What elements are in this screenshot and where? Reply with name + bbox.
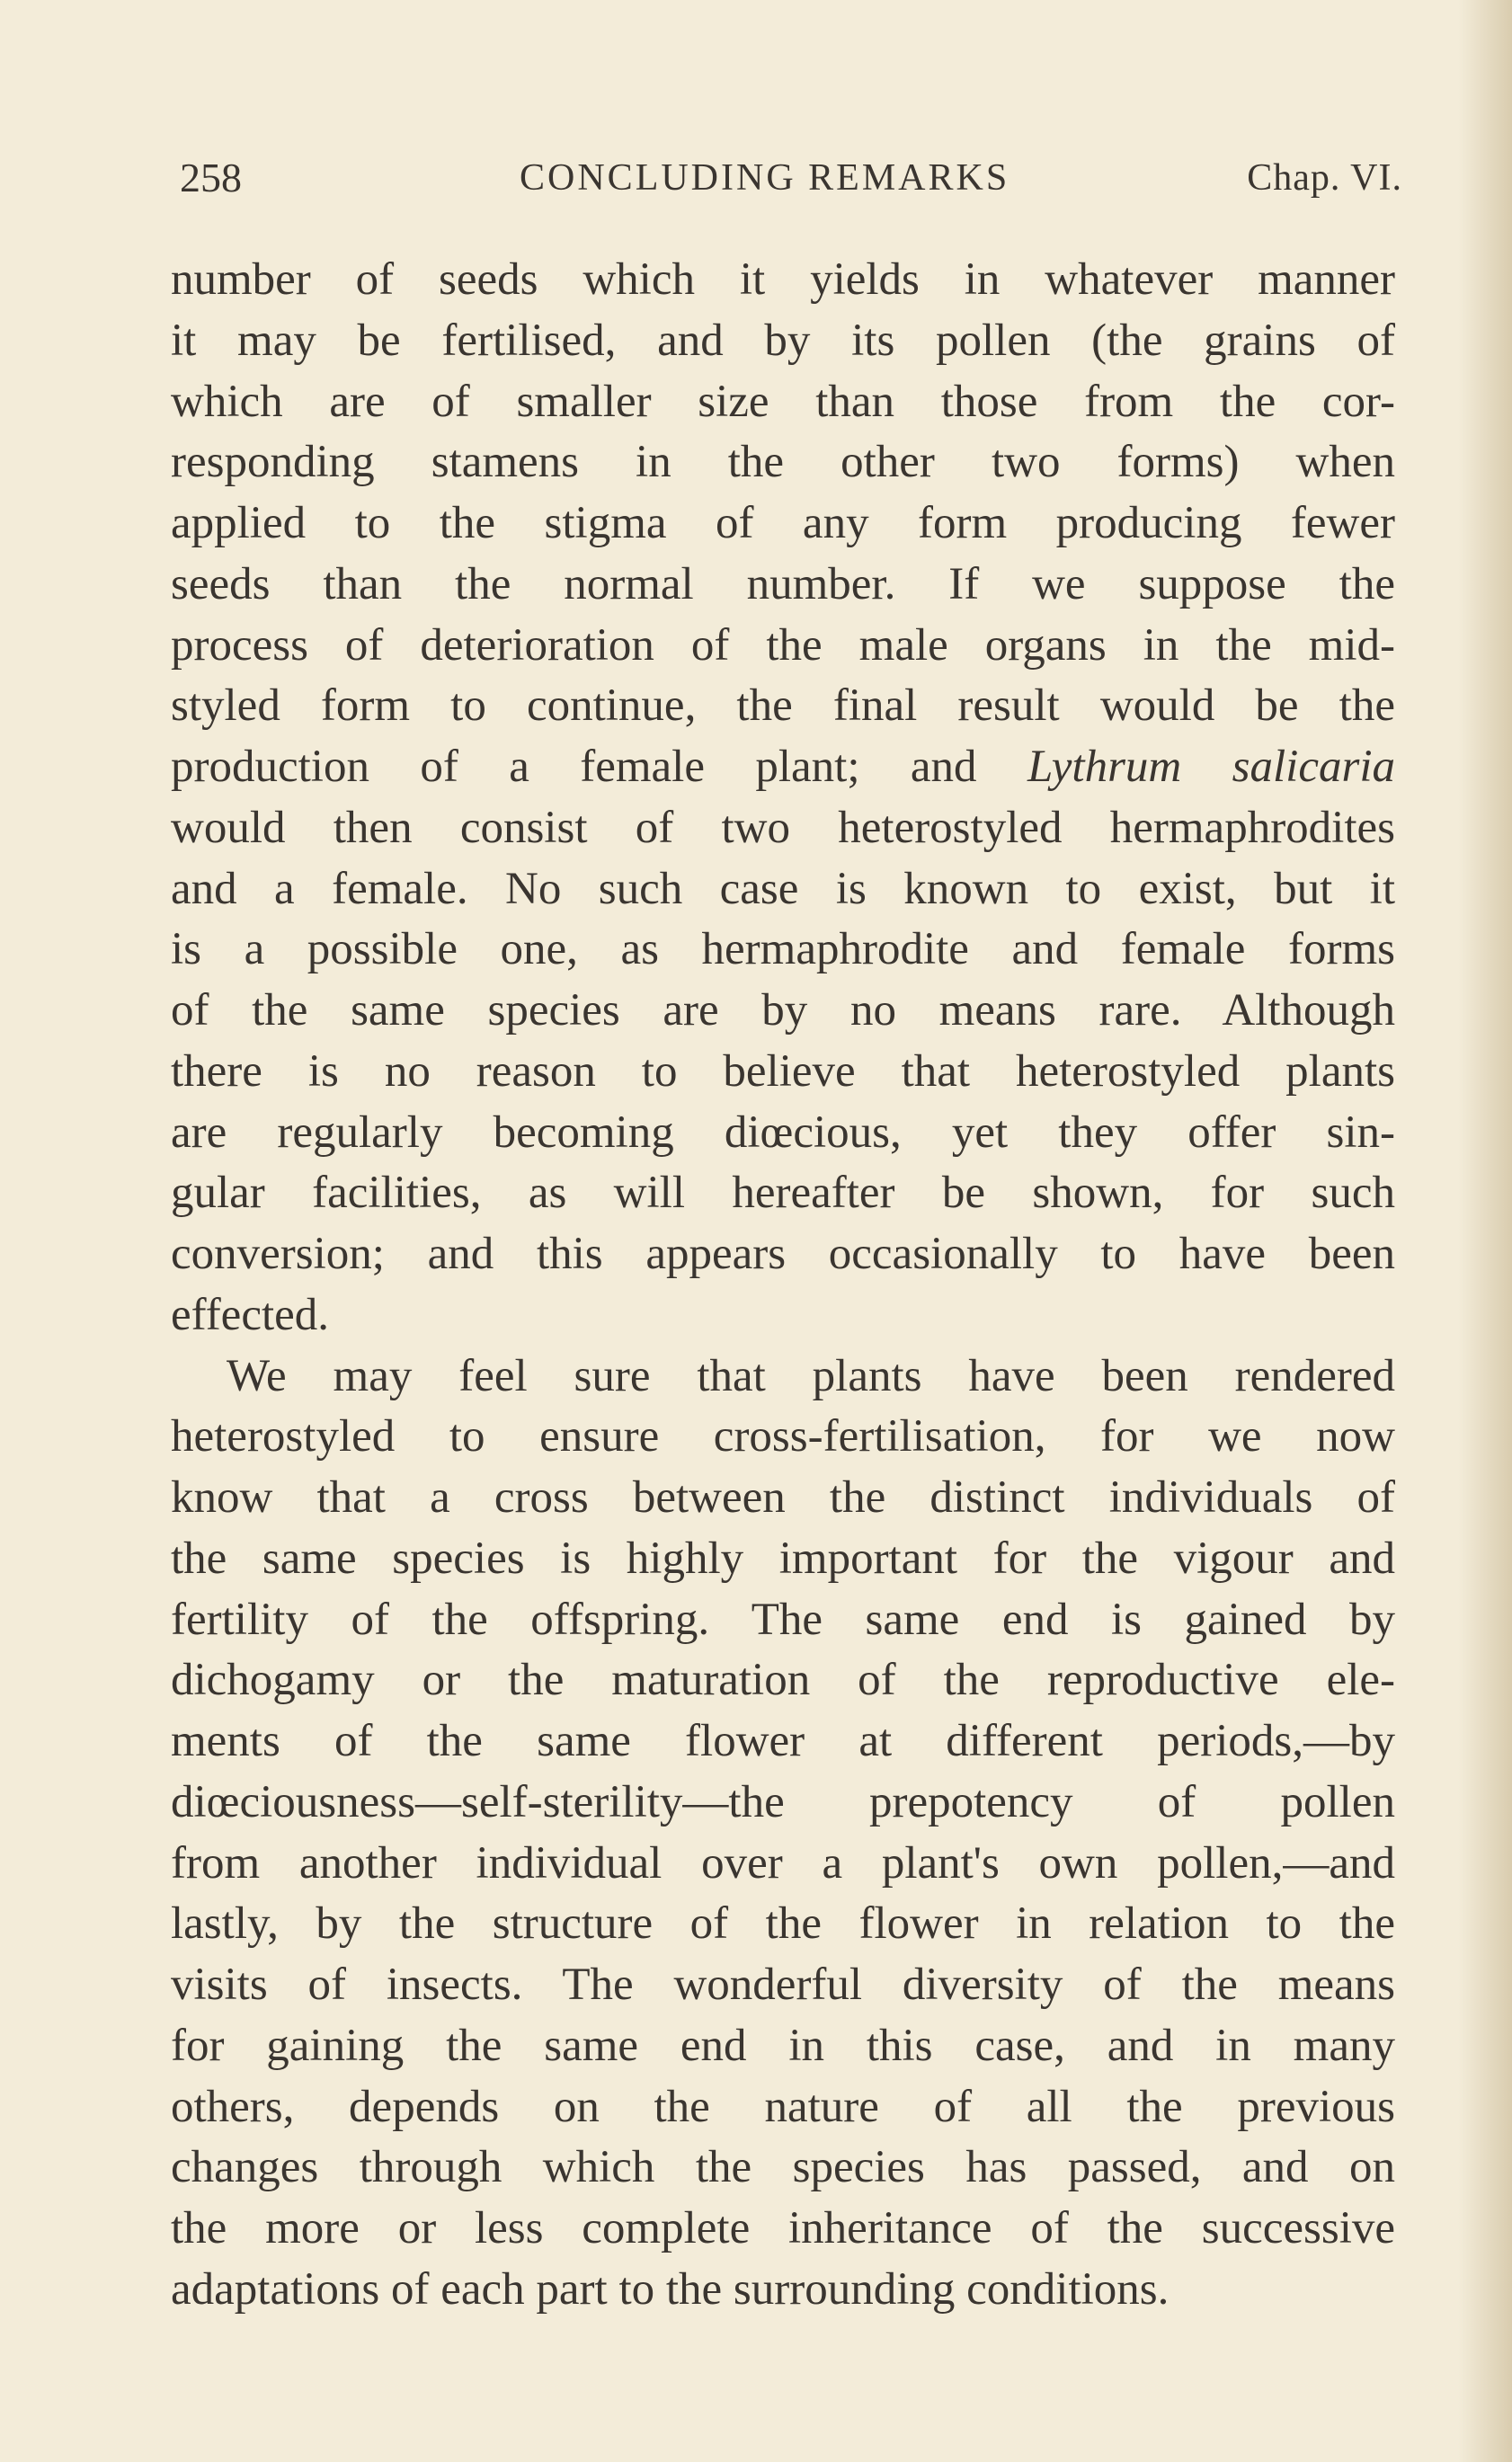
text-line: others, depends on the nature of all the previous — [171, 2081, 1395, 2132]
page-number: 258 — [180, 155, 242, 200]
text-line: number of seeds which it yields in whatever manner — [171, 254, 1395, 305]
text-line: the more or less complete inheritance of the successive — [171, 2203, 1395, 2253]
text-line: heterostyled to ensure cross-fertilisation, for we now — [171, 1411, 1395, 1462]
text-line: We may feel sure that plants have been rendered — [227, 1350, 1395, 1401]
text-line: is a possible one, as hermaphrodite and female forms — [171, 924, 1395, 975]
text-line — [171, 737, 1395, 798]
text-line: adaptations of each part to the surrounding conditions. — [171, 2263, 1170, 2315]
page-edge-shadow — [1458, 0, 1512, 2462]
running-header — [171, 151, 1402, 205]
text-line: would then consist of two heterostyled hermaphrodites — [171, 802, 1395, 853]
text-line: styled form to continue, the final result would be the — [171, 680, 1395, 732]
text-line: are regularly becoming diœcious, yet they offer sin- — [171, 1107, 1395, 1158]
text-line: effected. — [171, 1289, 330, 1340]
text-line: from another individual over a plant's own pollen,—and — [171, 1837, 1395, 1889]
text-line: and a female. No such case is known to exist, but it — [171, 863, 1395, 914]
text-line: diœciousness—self-sterility—the prepotency of pollen — [171, 1776, 1395, 1827]
text-line: the same species is highly important for the vigour and — [171, 1533, 1395, 1584]
text-line: changes through which the species has passed, and on — [171, 2142, 1395, 2193]
text-line: responding stamens in the other two forms) when — [171, 437, 1395, 488]
text-line: seeds than the normal number. If we suppose the — [171, 558, 1395, 609]
text-line: visits of insects. The wonderful diversity of the means — [171, 1960, 1395, 2010]
body-text — [171, 250, 1395, 2321]
chapter-label: Chap. VI. — [1247, 157, 1402, 199]
paragraph-2 — [171, 1347, 1395, 2321]
text-line: which are of smaller size than those from the cor- — [171, 376, 1395, 427]
text-line: gular facilities, as will hereafter be shown, for such — [171, 1168, 1395, 1219]
text-line: process of deterioration of the male organs in the mid- — [171, 619, 1395, 671]
text-line: of the same species are by no means rare. Although — [171, 985, 1395, 1035]
paragraph-1 — [171, 250, 1395, 1347]
text-line: lastly, by the structure of the flower in relation to the — [171, 1898, 1395, 1950]
text-line: there is no reason to believe that heterostyled plants — [171, 1045, 1395, 1097]
text-fragment: production of a female plant; and — [171, 742, 977, 792]
text-line: it may be fertilised, and by its pollen (the grains of — [171, 315, 1395, 366]
text-line: fertility of the offspring. The same end is gained by — [171, 1594, 1395, 1645]
text-line: for gaining the same end in this case, and in many — [171, 2020, 1395, 2071]
species-name: Lythrum salicaria — [1027, 742, 1395, 792]
text-line: applied to the stigma of any form producing fewer — [171, 498, 1395, 548]
text-line: dichogamy or the maturation of the reproductive ele- — [171, 1655, 1395, 1706]
running-title: CONCLUDING REMARKS — [520, 157, 1010, 199]
text-line: know that a cross between the distinct individuals of — [171, 1472, 1395, 1523]
text-line: conversion; and this appears occasionally to have been — [171, 1229, 1395, 1279]
text-line: ments of the same flower at different periods,—by — [171, 1716, 1395, 1766]
